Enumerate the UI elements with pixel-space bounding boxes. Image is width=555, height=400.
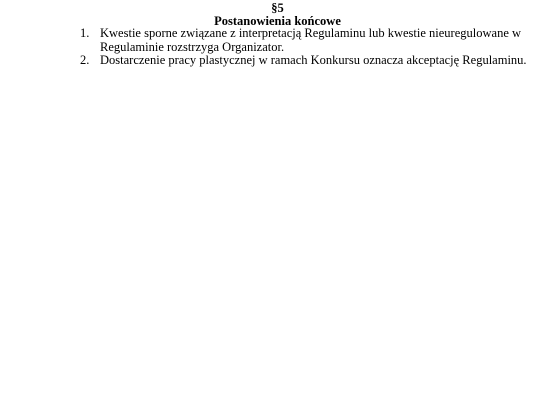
list-item-number: 2. [80, 53, 90, 67]
list-item [80, 27, 550, 54]
list-item-number: 1. [80, 26, 90, 40]
section-number: §5 [271, 1, 284, 15]
list-item-text-line: Kwestie sporne związane z interpretacją Regulaminu lub kwestie nieuregulowane w [100, 26, 522, 40]
section-title: Postanowienia końcowe [214, 14, 341, 28]
list-item-text-line: Dostarczenie pracy plastycznej w ramach Konkursu oznacza akceptację Regulaminu. [100, 53, 527, 67]
provisions-list [80, 27, 550, 68]
list-item [80, 54, 550, 68]
list-item-text-line: Regulaminie rozstrzyga Organizator. [100, 39, 285, 54]
